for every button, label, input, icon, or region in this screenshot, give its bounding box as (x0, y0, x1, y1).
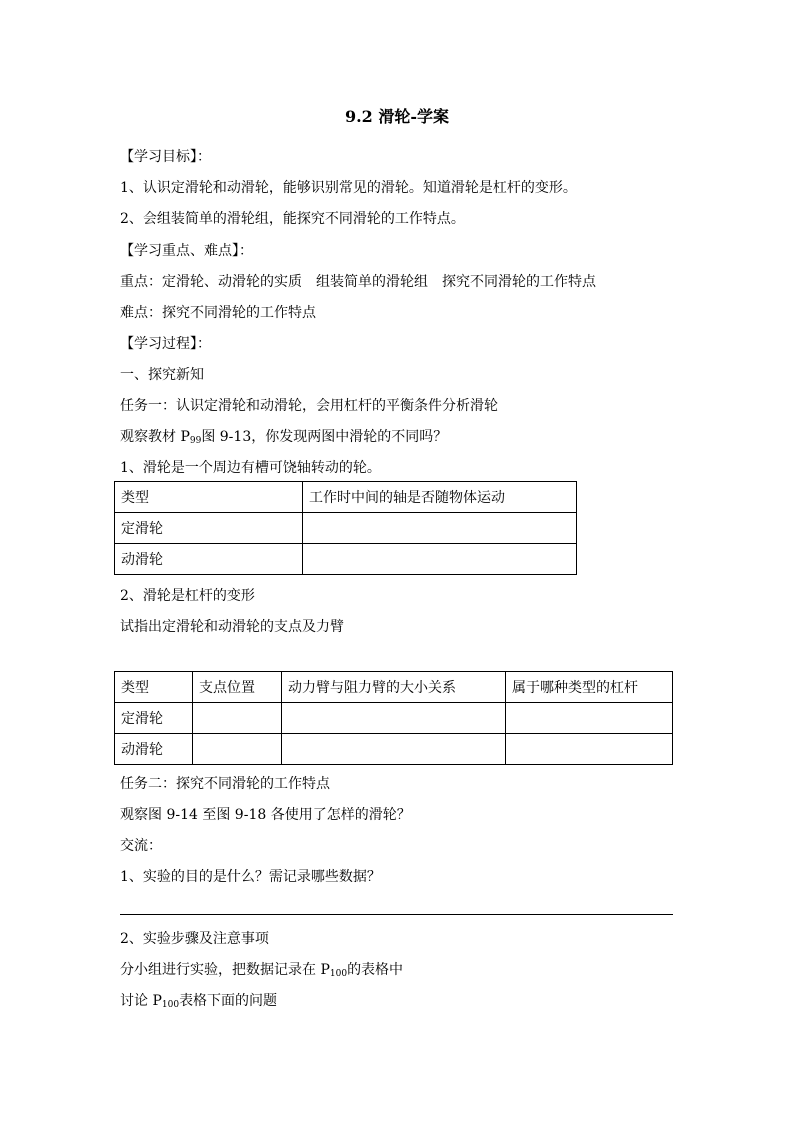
task-2-text: 任务二：探究不同滑轮的工作特点 (120, 776, 330, 792)
table-header-row (115, 482, 577, 513)
question-2-text: 2、实验步骤及注意事项 (120, 931, 269, 947)
pulley-axis-table (114, 481, 577, 575)
discuss-text: 讨论 $P_{100}$表格下面的问题 (120, 993, 278, 1010)
table-row (115, 703, 673, 734)
table-cell[interactable] (506, 734, 673, 765)
table-row (115, 544, 577, 575)
table-cell[interactable] (193, 734, 282, 765)
table-header-cell: 类型 (115, 482, 303, 513)
observe-1-text: 观察教材 $P_{99}$图 9-13，你发现两图中滑轮的不同吗？ (120, 429, 448, 446)
table-cell: 定滑轮 (115, 513, 303, 544)
observe-2-text: 观察图 9-14 至图 9-18 各使用了怎样的滑轮？ (120, 807, 411, 823)
table-row (115, 734, 673, 765)
objectives-heading: 【学习目标】： (120, 149, 211, 165)
table-header-cell: 动力臂与阻力臂的大小关系 (282, 672, 506, 703)
table-header-cell: 工作时中间的轴是否随物体运动 (303, 482, 577, 513)
table-row (115, 513, 577, 544)
table-cell[interactable] (303, 513, 577, 544)
difficulty-text: 难点：探究不同滑轮的工作特点 (120, 305, 316, 321)
table-cell: 动滑轮 (115, 734, 193, 765)
table-cell[interactable] (193, 703, 282, 734)
point-2-subtext: 试指出定滑轮和动滑轮的支点及力臂 (120, 619, 344, 635)
focus-text: 重点：定滑轮、动滑轮的实质 组装简单的滑轮组 探究不同滑轮的工作特点 (120, 274, 596, 290)
table-cell: 定滑轮 (115, 703, 193, 734)
table-cell[interactable] (282, 734, 506, 765)
keypoints-heading: 【学习重点、难点】： (120, 243, 253, 259)
exchange-label: 交流： (120, 838, 162, 854)
objective-1: 1、认识定滑轮和动滑轮，能够识别常见的滑轮。知道滑轮是杠杆的变形。 (120, 180, 577, 196)
pulley-lever-table (114, 671, 673, 765)
point-2-text: 2、滑轮是杠杆的变形 (120, 588, 255, 604)
table-cell: 动滑轮 (115, 544, 303, 575)
table-header-row (115, 672, 673, 703)
table-cell[interactable] (506, 703, 673, 734)
answer-line[interactable] (120, 914, 673, 915)
objective-2: 2、会组装简单的滑轮组，能探究不同滑轮的工作特点。 (120, 211, 465, 227)
task-1-text: 任务一：认识定滑轮和动滑轮，会用杠杆的平衡条件分析滑轮 (120, 398, 498, 414)
table-header-cell: 类型 (115, 672, 193, 703)
table-cell[interactable] (282, 703, 506, 734)
group-work-text: 分小组进行实验，把数据记录在 $P_{100}$的表格中 (120, 962, 404, 979)
document-title: 9.2 滑轮-学案 (344, 107, 450, 126)
section-1-heading: 一、探究新知 (120, 367, 204, 383)
table-header-cell: 属于哪种类型的杠杆 (506, 672, 673, 703)
table-cell[interactable] (303, 544, 577, 575)
table-header-cell: 支点位置 (193, 672, 282, 703)
point-1-text: 1、滑轮是一个周边有槽可饶轴转动的轮。 (120, 460, 381, 476)
process-heading: 【学习过程】： (120, 336, 211, 352)
question-1-text: 1、实验的目的是什么？需记录哪些数据？ (120, 869, 381, 885)
